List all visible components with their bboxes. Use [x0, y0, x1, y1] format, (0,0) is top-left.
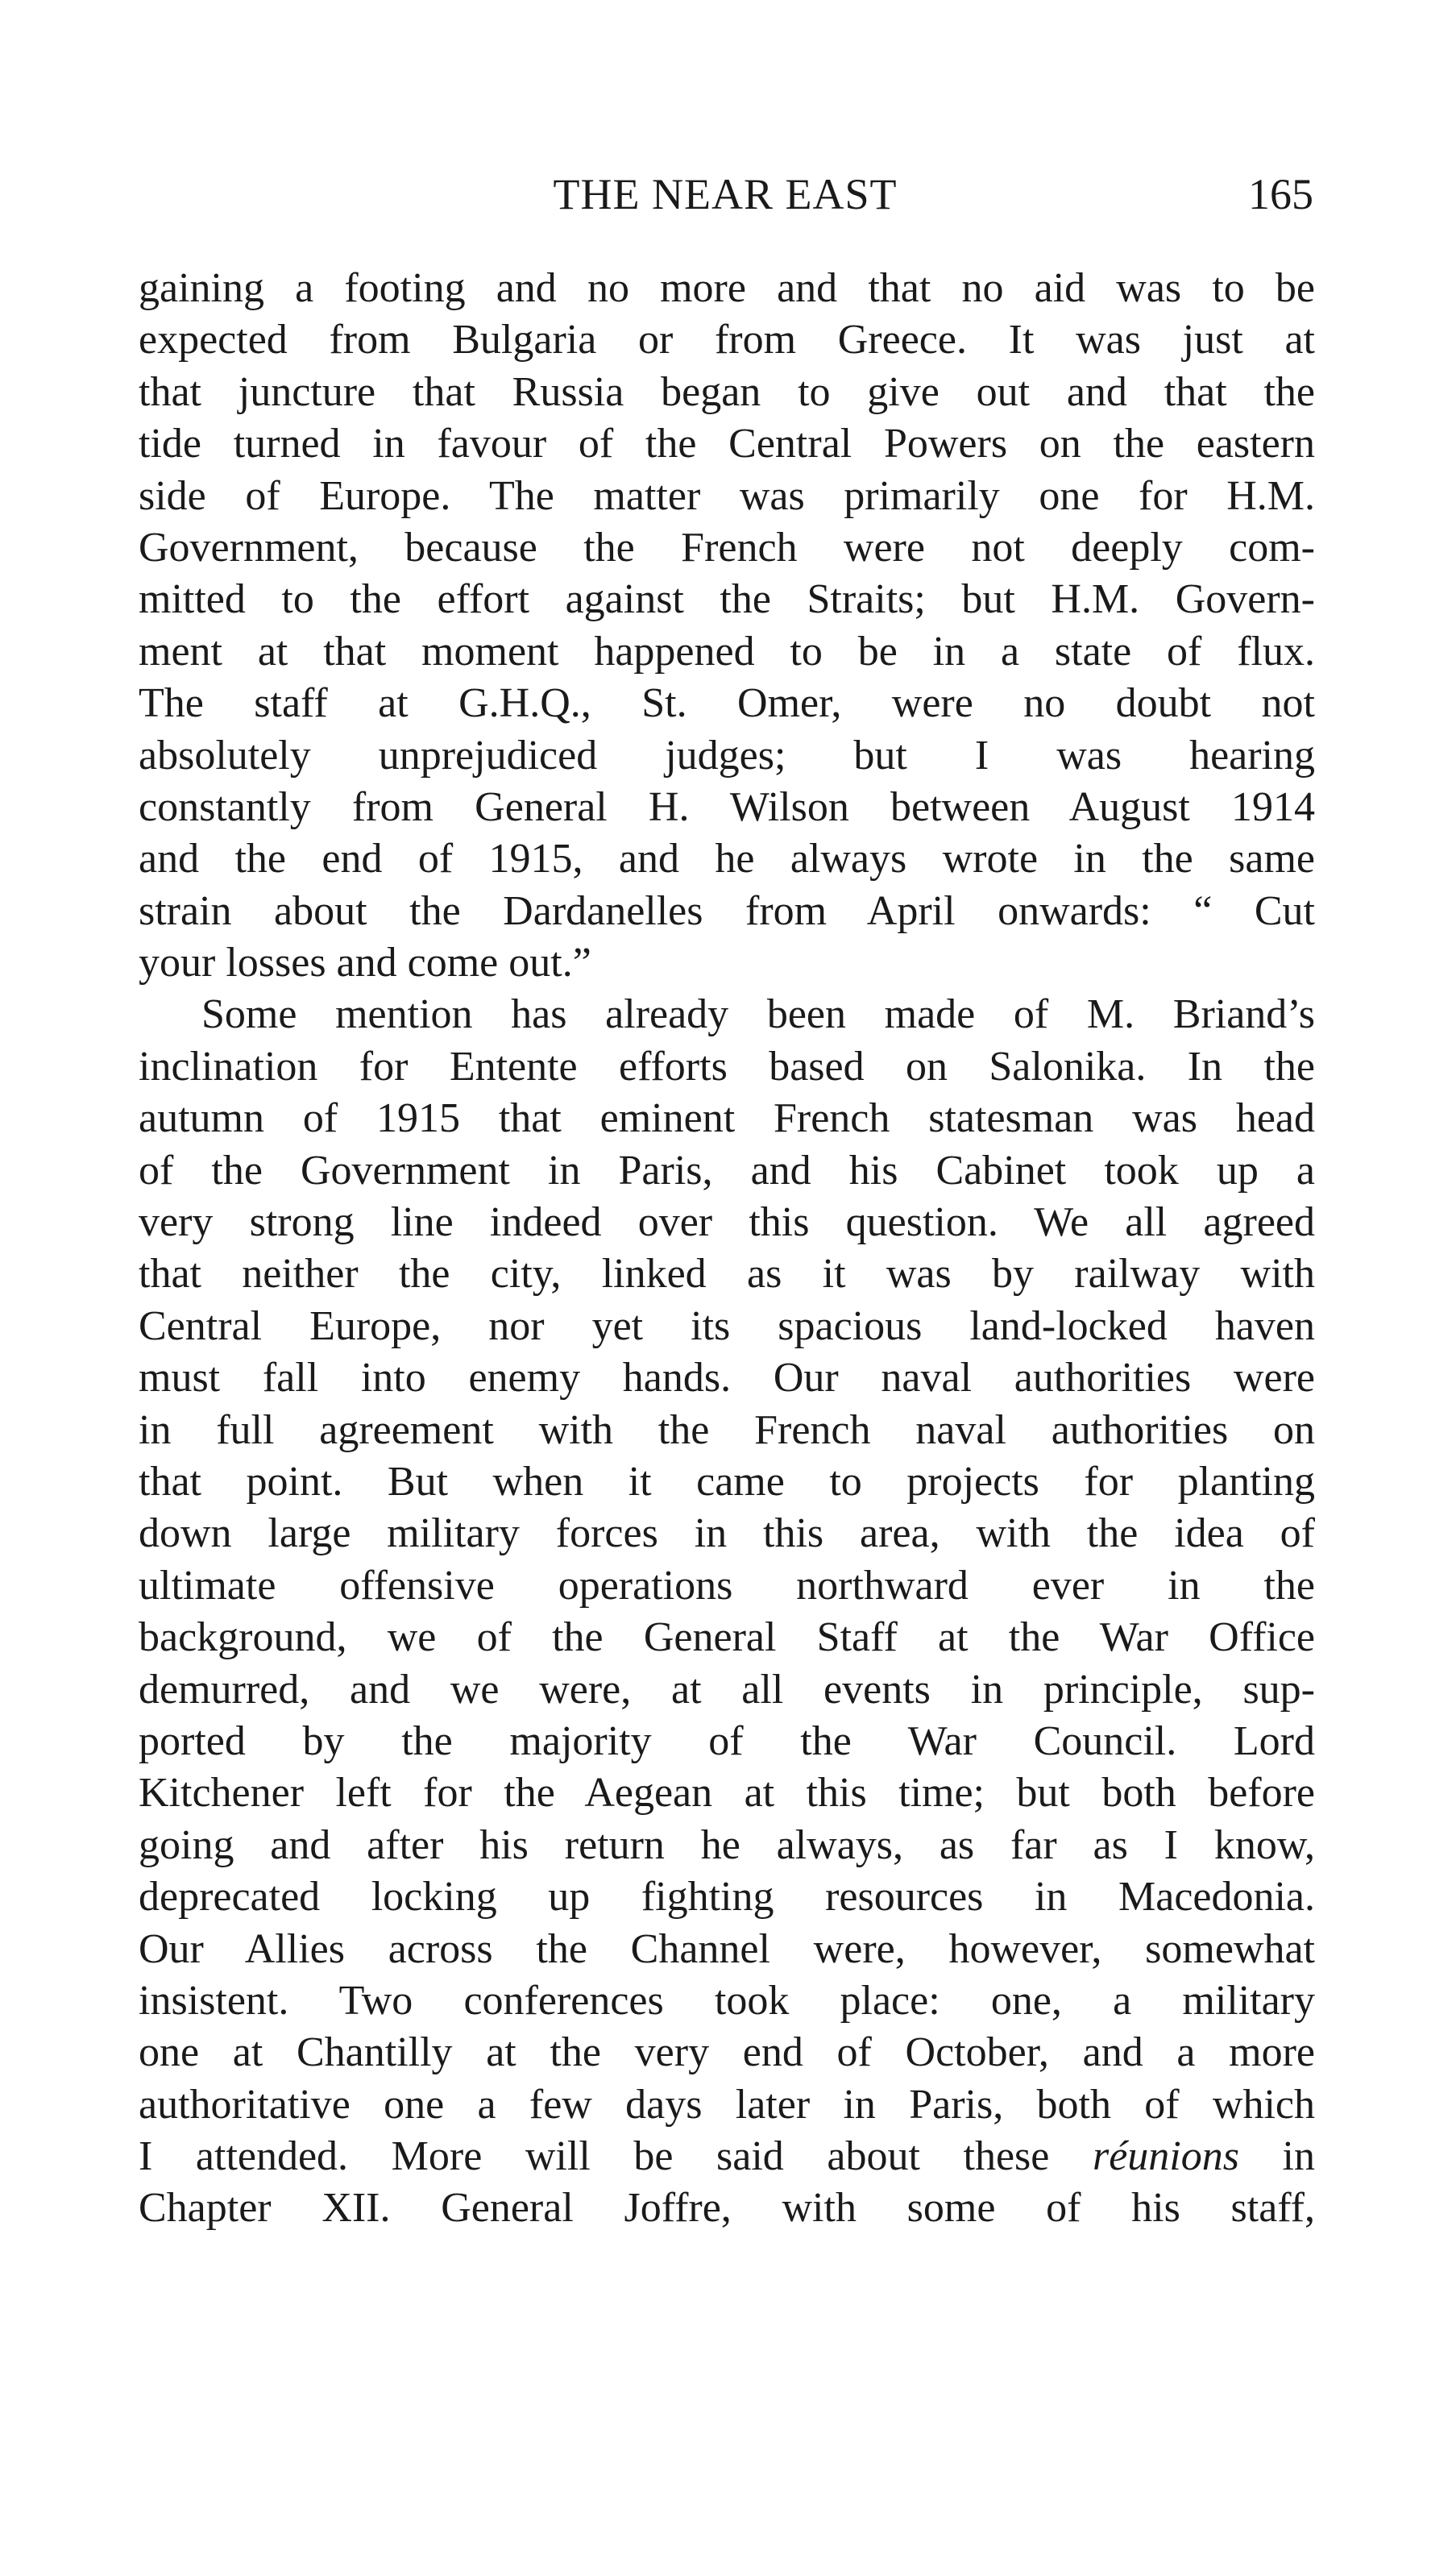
text-line: Kitchener left for the Aegean at this time; but both before — [139, 1770, 1315, 1817]
text-line: Some mention has already been made of M. Briand’s — [201, 991, 1315, 1038]
text-segment: in — [1282, 2133, 1315, 2180]
text-line: background, we of the General Staff at the War Office — [139, 1614, 1315, 1661]
text-line: and the end of 1915, and he always wrote in the same — [139, 836, 1315, 882]
text-line: that neither the city, linked as it was by railway with — [139, 1251, 1315, 1298]
text-line: that juncture that Russia began to give out and that the — [139, 368, 1315, 415]
page-header — [137, 169, 1313, 226]
text-line: autumn of 1915 that eminent French statesman was head — [139, 1095, 1315, 1142]
paragraph-2 — [139, 989, 1315, 2234]
text-line: constantly from General H. Wilson between August 1914 — [139, 783, 1315, 830]
text-line: ported by the majority of the War Council. Lord — [139, 1717, 1315, 1764]
text-line: must fall into enemy hands. Our naval authorities were — [139, 1355, 1315, 1402]
text-line: one at Chantilly at the very end of October, and a more — [139, 2029, 1315, 2076]
text-segment: I attended. More will be said about these — [139, 2133, 1050, 2180]
text-line: your losses and come out.” — [139, 940, 591, 986]
text-line: Central Europe, nor yet its spacious land-locked haven — [139, 1302, 1315, 1349]
text-line: ment at that moment happened to be in a state of flux. — [139, 628, 1315, 675]
text-line: gaining a footing and no more and that no aid was to be — [139, 265, 1315, 311]
text-line-mixed — [139, 2131, 1315, 2182]
text-line: mitted to the effort against the Straits; but H.M. Govern- — [139, 576, 1315, 623]
text-line: of the Government in Paris, and his Cabinet took up a — [139, 1147, 1315, 1194]
text-line: side of Europe. The matter was primarily one for H.M. — [139, 472, 1315, 519]
text-line: The staff at G.H.Q., St. Omer, were no doubt not — [139, 680, 1315, 727]
text-line: down large military forces in this area, with the idea of — [139, 1510, 1315, 1557]
page-number: 165 — [1248, 170, 1313, 218]
text-line: Chapter XII. General Joffre, with some of his staff, — [139, 2185, 1315, 2232]
paragraph-1 — [139, 263, 1315, 989]
text-line: strain about the Dardanelles from April onwards: “ Cut — [139, 887, 1315, 934]
text-line: tide turned in favour of the Central Powers on the eastern — [139, 421, 1315, 467]
body-text — [139, 263, 1315, 2235]
text-line: deprecated locking up fighting resources in Macedonia. — [139, 1874, 1315, 1921]
text-line: Government, because the French were not deeply com- — [139, 524, 1315, 571]
text-line: authoritative one a few days later in Paris, both of which — [139, 2081, 1315, 2128]
running-title: THE NEAR EAST — [553, 170, 898, 218]
text-line: demurred, and we were, at all events in principle, sup- — [139, 1666, 1315, 1713]
text-line: going and after his return he always, as far as I know, — [139, 1821, 1315, 1868]
text-line: very strong line indeed over this question. We all agreed — [139, 1199, 1315, 1246]
text-line: inclination for Entente efforts based on Salonika. In the — [139, 1043, 1315, 1090]
text-line: expected from Bulgaria or from Greece. It was just at — [139, 317, 1315, 363]
text-line: insistent. Two conferences took place: one, a military — [139, 1977, 1315, 2024]
text-line: that point. But when it came to projects for planting — [139, 1458, 1315, 1505]
italic-word: réunions — [1092, 2133, 1239, 2180]
text-line: Our Allies across the Channel were, however, somewhat — [139, 1925, 1315, 1972]
text-line: in full agreement with the French naval authorities on — [139, 1406, 1315, 1453]
text-line: ultimate offensive operations northward ever in the — [139, 1562, 1315, 1609]
text-line: absolutely unprejudiced judges; but I was hearing — [139, 732, 1315, 779]
